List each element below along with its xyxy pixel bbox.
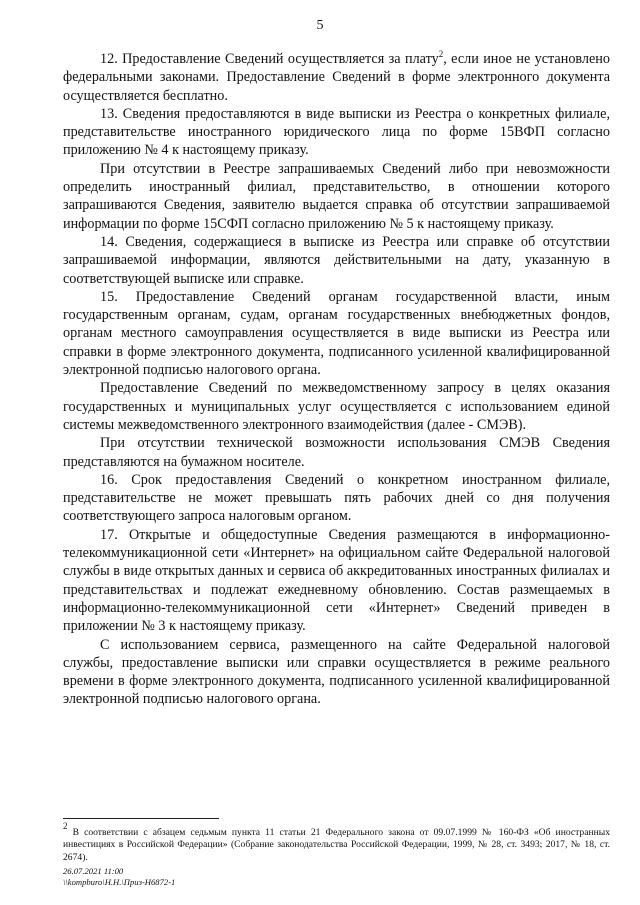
paragraph-14: 14. Сведения, содержащиеся в выписке из Реестра или справке об отсутствии запрашиваемой информации, являются действительными на дату, указанную в соответствующей выписке или справке. (63, 233, 610, 287)
document-body (63, 50, 610, 709)
paragraph-15: 15. Предоставление Сведений органам государственной власти, иным государственным органам, судам, органам государственных внебюджетных фондов, органам местного самоуправления осуществляется в виде выписки из Реестра или справки в форме электронного документа, подписанного усиленной квалифицированной электронной подписью налогового органа. (63, 288, 610, 379)
page-number: 5 (316, 18, 324, 33)
paragraph-17-service: С использованием сервиса, размещенного на сайте Федеральной налоговой службы, предоставление выписки или справки осуществляется в режиме реального времени в форме электронного документа, подписанного усиленной квалифицированной электронной подписью налогового органа. (63, 636, 610, 708)
paragraph-15-paper: При отсутствии технической возможности использования СМЭВ Сведения представляются на бумажном носителе. (63, 435, 610, 470)
paragraph-text: , если иное не установлено федеральными законами. Предоставление Сведений в форме электронного документа осуществляется бесплатно. (63, 51, 610, 104)
footnote-marker: 2 (63, 821, 68, 831)
paragraph-15-smev: Предоставление Сведений по межведомственному запросу в целях оказания государственных и муниципальных услуг осуществляется с использованием единой системы межведомственного электронного взаимодействия (далее - СМЭВ). (63, 380, 610, 433)
footnote-reference: 2 (438, 49, 444, 59)
meta-path: \\kompburo\Н.Н.\Приз-Н6872-1 (63, 876, 176, 887)
paragraph-12 (63, 50, 610, 105)
document-meta (63, 866, 175, 887)
footnote-text: В соответствии с абзацем седьмым пункта 11 статьи 21 Федерального закона от 09.07.1999 № 160-ФЗ «Об иностранных инвестициях в Российской Федерации» (Собрание законодательства Российской Федерации, 1999, № 28, ст. 3493; 2017, № 18, ст. 2674). (63, 827, 610, 863)
footnote (63, 821, 610, 864)
paragraph-13-absence: При отсутствии в Реестре запрашиваемых Сведений либо при невозможности определить иностранный филиал, представительство, в отношении которого запрашиваются Сведения, заявителю выдается справка об отсутствии запрашиваемой информации по форме 15СФП согласно приложению № 5 к настоящему приказу. (63, 160, 610, 232)
footnote-separator (63, 818, 219, 819)
paragraph-17: 17. Открытые и общедоступные Сведения размещаются в информационно-телекоммуникационной сети «Интернет» на официальном сайте Федеральной налоговой службы в виде открытых данных и сервиса об аккредитованных иностранных филиалах и представительствах и подлежат ежедневному обновлению. Состав размещаемых в информационно-телекоммуникационной сети «Интернет» Сведений приведен в приложении № 3 к настоящему приказу. (63, 526, 610, 635)
paragraph-16: 16. Срок предоставления Сведений о конкретном иностранном филиале, представительстве не может превышать пять рабочих дней со дня получения соответствующего запроса налоговым органом. (63, 471, 610, 525)
meta-date: 26.07.2021 11:00 (63, 866, 124, 876)
paragraph-13: 13. Сведения предоставляются в виде выписки из Реестра о конкретных филиале, представительстве иностранного юридического лица по форме 15ВФП согласно приложению № 4 к настоящему приказу. (63, 105, 610, 159)
paragraph-text: 12. Предоставление Сведений осуществляется за плату (100, 51, 439, 67)
